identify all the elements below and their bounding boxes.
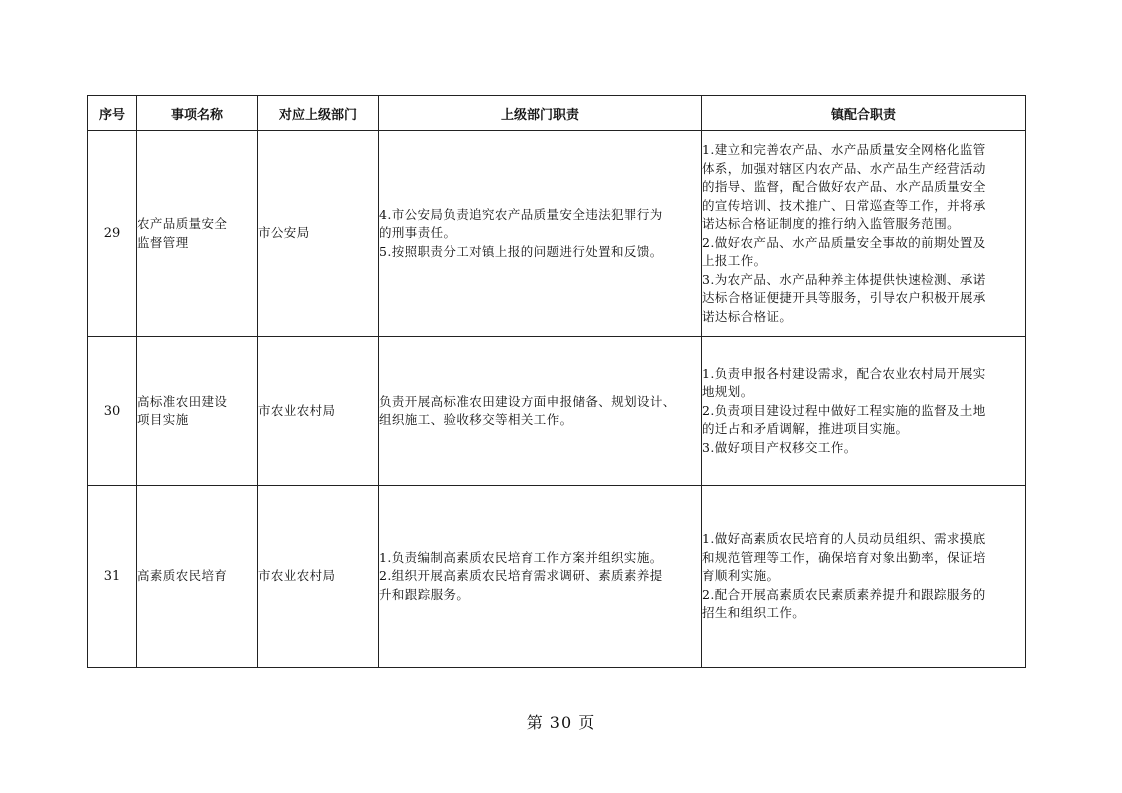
text-line: 体系，加强对辖区内农产品、水产品生产经营活动 — [702, 160, 986, 176]
text-line: 1.负责申报各村建设需求，配合农业农村局开展实 — [702, 365, 986, 381]
text-line: 2.组织开展高素质农民培育需求调研、素质素养提 — [379, 568, 663, 584]
row-town-duties — [702, 337, 1026, 486]
text-line: 5.按照职责分工对镇上报的问题进行处置和反馈。 — [379, 243, 663, 259]
text-line: 招生和组织工作。 — [702, 605, 806, 621]
header-item-name: 事项名称 — [137, 96, 258, 131]
text-line: 2.负责项目建设过程中做好工程实施的监督及土地 — [702, 402, 986, 418]
text-line: 高标准农田建设 — [137, 393, 228, 409]
text-line: 诺达标合格证制度的推行纳入监管服务范围。 — [702, 216, 961, 231]
row-serial-number: 30 — [88, 337, 137, 486]
text-line: 地规划。 — [702, 384, 754, 400]
text-line: 上报工作。 — [702, 253, 767, 268]
duties-table — [87, 95, 1026, 668]
text-line: 和规范管理等工作，确保培育对象出勤率，保证培 — [702, 549, 986, 565]
text-line: 1.建立和完善农产品、水产品质量安全网格化监管 — [702, 142, 986, 157]
text-line: 3.做好项目产权移交工作。 — [702, 439, 857, 455]
table-row — [88, 486, 1026, 668]
table-row — [88, 337, 1026, 486]
row-upper-department: 市公安局 — [258, 131, 379, 337]
text-line: 3.为农产品、水产品种养主体提供快速检测、承诺 — [702, 271, 986, 287]
text-line: 1.做好高素质农民培育的人员动员组织、需求摸底 — [702, 531, 986, 547]
text-line: 监督管理 — [137, 234, 189, 250]
text-line: 2.做好农产品、水产品质量安全事故的前期处置及 — [702, 234, 986, 250]
page-number: 第 30 页 — [526, 713, 596, 732]
text-line: 的指导、监督，配合做好农产品、水产品质量安全 — [702, 179, 986, 194]
text-line: 的宣传培训、技术推广、日常巡查等工作，并将承 — [702, 197, 986, 213]
header-upper-duties: 上级部门职责 — [379, 96, 702, 131]
text-line: 升和跟踪服务。 — [379, 586, 470, 602]
text-line: 育顺利实施。 — [702, 568, 780, 584]
row-upper-department: 市农业农村局 — [258, 337, 379, 486]
row-town-duties — [702, 131, 1026, 337]
text-line: 1.负责编制高素质农民培育工作方案并组织实施。 — [379, 549, 663, 565]
text-line: 负责开展高标准农田建设方面申报储备、规划设计、 — [379, 393, 676, 409]
row-serial-number: 31 — [88, 486, 137, 668]
row-item-name — [137, 131, 258, 337]
header-upper-department: 对应上级部门 — [258, 96, 379, 131]
text-line: 组织施工、验收移交等相关工作。 — [379, 412, 573, 427]
row-upper-duties — [379, 486, 702, 668]
text-line: 高素质农民培育 — [137, 568, 228, 584]
text-line: 的刑事责任。 — [379, 225, 457, 241]
row-serial-number: 29 — [88, 131, 137, 337]
text-line: 达标合格证便捷开具等服务，引导农户积极开展承 — [702, 290, 986, 305]
text-line: 的迁占和矛盾调解，推进项目实施。 — [702, 421, 909, 437]
row-upper-duties — [379, 131, 702, 337]
header-serial-number: 序号 — [88, 96, 137, 131]
table-row — [88, 131, 1026, 337]
row-item-name — [137, 337, 258, 486]
row-upper-department: 市农业农村局 — [258, 486, 379, 668]
text-line: 2.配合开展高素质农民素质素养提升和跟踪服务的 — [702, 586, 986, 602]
table-header-row — [88, 96, 1026, 131]
text-line: 4.市公安局负责追究农产品质量安全违法犯罪行为 — [379, 206, 663, 222]
header-town-duties: 镇配合职责 — [702, 96, 1026, 131]
row-upper-duties — [379, 337, 702, 486]
text-line: 农产品质量安全 — [137, 216, 228, 231]
text-line: 诺达标合格证。 — [702, 308, 793, 324]
text-line: 项目实施 — [137, 412, 189, 427]
row-town-duties — [702, 486, 1026, 668]
row-item-name — [137, 486, 258, 668]
